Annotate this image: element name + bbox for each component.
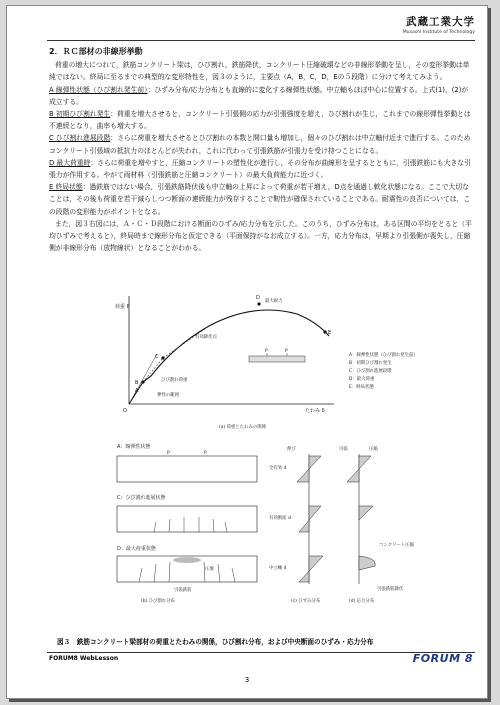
beam-d-label: D：最大荷重状態 xyxy=(117,546,156,552)
page-number: 3 xyxy=(244,676,250,684)
footer-weblesson: FORUM8 WebLesson xyxy=(49,655,119,662)
load-p2-label: P xyxy=(285,349,288,354)
y-axis-label: 荷重 P xyxy=(115,304,130,310)
stage-b-text: ：荷重を増大させると，コンクリート引張側の応力が引張強度を超え，ひび割れが生じ，これまでの線形弾性挙動とは不連続となり，曲率も増大する。 xyxy=(49,110,471,131)
footer-rule xyxy=(47,652,475,653)
stage-b-label: B 初期ひび割れ発生 xyxy=(49,110,111,119)
legend-a: A：線弾性状態（ひび割れ発生前） xyxy=(349,353,418,358)
concrete-label: コンクリート圧縮 xyxy=(379,543,415,548)
stress-a xyxy=(347,456,371,482)
stage-e xyxy=(49,181,474,218)
stage-b xyxy=(49,108,474,132)
stress-d xyxy=(359,556,375,570)
point-d xyxy=(257,302,260,305)
elastic-range-label: 弾性の範囲 xyxy=(157,393,179,398)
legend-d: D：最大荷重 xyxy=(349,377,375,382)
load-p1-label: P xyxy=(265,349,268,354)
load-deflection-graph xyxy=(115,295,418,430)
stage-d-text: ：さらに荷重を増やすと，圧縮コンクリートの塑性化が進行し，その分布が曲線形を呈するとともに，引張鉄筋にも大きな引張力が作用する。やがて両材料（引張鉄筋と圧縮コンクリート）の最大負荷能力に近づく。 xyxy=(49,158,471,180)
legend-b: B：初期ひび割れ発生 xyxy=(349,361,392,366)
cracks-d xyxy=(139,562,235,582)
crack-load-label: ひび割れ荷重 xyxy=(161,378,188,383)
load-a-2: P xyxy=(204,451,207,456)
stress-c xyxy=(359,506,373,520)
stage-a-text: ：ひずみ分布/応力分布とも直線的に変化する線弾性状態。中立軸もほぼ中心に位置する。上式(1)，(2)が成立する。 xyxy=(49,85,469,106)
strain-stress-diagrams xyxy=(269,445,415,604)
stage-e-text: ：過鉄筋ではない場合，引張鉄筋降伏後も中立軸の上昇によって荷重が若干増え，D点を通過し軟化状態になる。ここで大切なことは，その後も荷重を若干減らしつつ断面の連続能力が残存することで靭性が確保されていることである。耐震性の良否については，この段階の変形能力がポイントとなる。 xyxy=(49,183,471,216)
head-comp: 圧縮 xyxy=(369,447,378,452)
label-c: C xyxy=(155,354,159,360)
intro-paragraph: 荷重の増大につれて，鉄筋コンクリート梁は，ひび割れ，鉄筋降伏，コンクリート圧縮破壊などの非線形挙動を呈し，その変形挙動は単純ではない。終局に至るまでの典型的な変形特性を，図３のように，主要点（A，B，C，D，Eの５段階）に分けて考えてみよう。 xyxy=(49,61,470,82)
closing-paragraph: また，図３右図には，Ａ・Ｃ・Ｄ段階における断面のひずみ/応力分布を示した。このうち，ひずみ分布は，ある区間の平均をとると（平均ひずみで考えると），終局時まで線形分布と仮定できる（平面保持がなお成立する）。一方，応力分布は，早期より引張側が喪失し，圧縮側が非線形分布（放物線状）となることがわかる。 xyxy=(49,219,472,253)
header-rule xyxy=(47,40,475,41)
subcaption-c: (c) ひずみ分布 xyxy=(291,599,321,604)
stage-d-label: D 最大荷重時 xyxy=(49,158,91,167)
beam-c-label: C：ひび割れ進展状態 xyxy=(117,495,166,501)
elastic-line xyxy=(129,354,157,404)
subcaption-d: (d) 応力分布 xyxy=(349,599,375,604)
stage-c-text: ：さらに荷重を増大させるとひび割れの本数と開口量も増加し，個々のひび割れは中立軸付近まで進行する。このためコンクリート引張域の抵抗力のほとんどが失われ，これに代わって引張鉄筋が引張力を受け持つことになる。 xyxy=(49,134,471,155)
crush-zone xyxy=(173,557,201,563)
neutral-a-label: 全有効 d xyxy=(269,466,287,471)
beam-a xyxy=(117,456,257,482)
crack-distribution xyxy=(117,443,257,604)
section-title: 2．ＲＣ部材の非線形挙動 xyxy=(49,47,143,56)
document-page xyxy=(6,5,488,699)
point-e xyxy=(323,330,326,333)
crush-label: 圧壊 xyxy=(205,567,214,572)
label-b: B xyxy=(135,380,139,386)
rebar-label: 引張鉄筋降伏 xyxy=(377,587,404,592)
neutral-c-label: 有効断面 d xyxy=(269,516,291,521)
legend-e: E：終局状態 xyxy=(349,385,374,390)
header xyxy=(403,14,475,35)
stage-a xyxy=(49,84,474,108)
university-name: 武蔵工業大学 xyxy=(406,16,475,28)
crack-rebar-label: 引張鉄筋 xyxy=(174,588,192,593)
beam-c xyxy=(117,506,257,532)
body-text xyxy=(49,46,474,254)
cracks-c xyxy=(154,517,227,532)
strain-d xyxy=(299,556,323,582)
yield-point-label: 有効降伏点 xyxy=(195,335,217,340)
load-a-1: P xyxy=(167,451,170,456)
label-a: A xyxy=(135,388,139,394)
subcaption-a: (a) 荷重とたわみの関係 xyxy=(219,425,267,430)
stage-c xyxy=(49,132,474,156)
point-b xyxy=(141,380,144,383)
stage-e-label: E 終局状態 xyxy=(49,183,83,192)
beam-icon xyxy=(249,356,305,362)
x-axis-label: たわみ δ xyxy=(305,408,325,414)
stage-legend xyxy=(349,351,418,390)
origin-label: O xyxy=(123,408,127,414)
subcaption-b: (b) ひび割れ分布 xyxy=(141,599,175,604)
stage-d xyxy=(49,157,474,181)
head-strain: 伸び xyxy=(287,447,296,452)
label-e: E xyxy=(328,330,332,336)
stage-a-label: A 線弾性状態（ひび割れ発生前） xyxy=(49,85,148,94)
stage-c-label: C ひび割れ進展段階 xyxy=(49,134,111,143)
head-tension: 引張 xyxy=(339,447,348,452)
label-d: D xyxy=(256,295,260,301)
strain-c xyxy=(299,506,321,532)
beam-a-label: A：線弾性状態 xyxy=(117,444,151,450)
max-load-label: 最大耐力 xyxy=(265,299,283,304)
legend-c: C：ひび割れ進展段階 xyxy=(349,369,392,374)
university-name-en: Musashi Institute of Technology xyxy=(402,30,475,35)
figure-svg xyxy=(59,284,459,624)
strain-a xyxy=(297,456,321,482)
forum8-logo: FORUM 8 xyxy=(412,652,473,665)
point-c xyxy=(161,356,164,359)
figure-3 xyxy=(59,284,459,624)
figure-caption: 図３ 鉄筋コンクリート梁部材の荷重とたわみの関係，ひび割れ分布，および中央断面のひずみ・応力分布 xyxy=(57,638,374,646)
neutral-d-label: 中立軸 d xyxy=(269,566,287,571)
